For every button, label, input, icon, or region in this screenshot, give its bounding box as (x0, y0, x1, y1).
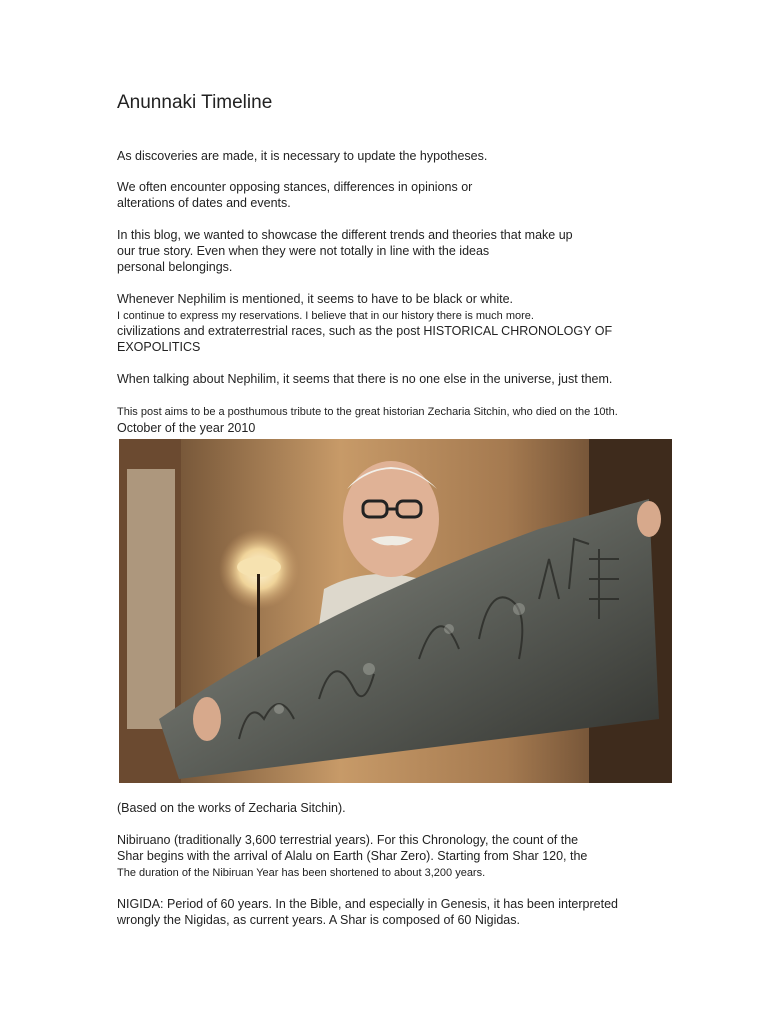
paragraph-universe: When talking about Nephilim, it seems that there is no one else in the universe, just them. (117, 372, 613, 386)
sitchin-photo (119, 439, 672, 783)
paragraph-nibiruano-line1: Nibiruano (traditionally 3,600 terrestrial years). For this Chronology, the count of the (117, 833, 579, 847)
paragraph-nigida-line2: wrongly the Nigidas, as current years. A Shar is composed of 60 Nigidas. (117, 913, 520, 927)
paragraph-nigida-line1: NIGIDA: Period of 60 years. In the Bible, and especially in Genesis, it has been interpreted (117, 897, 618, 911)
paragraph-stances-line1: We often encounter opposing stances, differences in opinions or (117, 180, 473, 194)
paragraph-nibiruano-line2: Shar begins with the arrival of Alalu on Earth (Shar Zero). Starting from Shar 120, the (117, 849, 588, 863)
photo-caption: (Based on the works of Zecharia Sitchin). (117, 801, 346, 815)
paragraph-hypotheses: As discoveries are made, it is necessary to update the hypotheses. (117, 149, 488, 163)
paragraph-blog-line3: personal belongings. (117, 260, 233, 274)
photo-illustration (119, 439, 672, 783)
paragraph-nephilim-line4: EXOPOLITICS (117, 340, 201, 354)
paragraph-nibiruano-line3: The duration of the Nibiruan Year has been shortened to about 3,200 years. (117, 867, 486, 879)
paragraph-blog-line2: our true story. Even when they were not totally in line with the ideas (117, 244, 490, 258)
paragraph-nephilim-line3: civilizations and extraterrestrial races, such as the post HISTORICAL CHRONOLOGY OF (117, 324, 613, 338)
paragraph-tribute-line1: This post aims to be a posthumous tribute to the great historian Zecharia Sitchin, who died on the 10th. (117, 406, 618, 418)
paragraph-tribute-line2: October of the year 2010 (117, 421, 256, 435)
paragraph-blog-line1: In this blog, we wanted to showcase the different trends and theories that make up (117, 228, 573, 242)
page-title: Anunnaki Timeline (117, 92, 273, 113)
paragraph-nephilim-line2: I continue to express my reservations. I believe that in our history there is much more. (117, 310, 534, 322)
paragraph-stances-line2: alterations of dates and events. (117, 196, 291, 210)
paragraph-nephilim-line1: Whenever Nephilim is mentioned, it seems to have to be black or white. (117, 292, 514, 306)
